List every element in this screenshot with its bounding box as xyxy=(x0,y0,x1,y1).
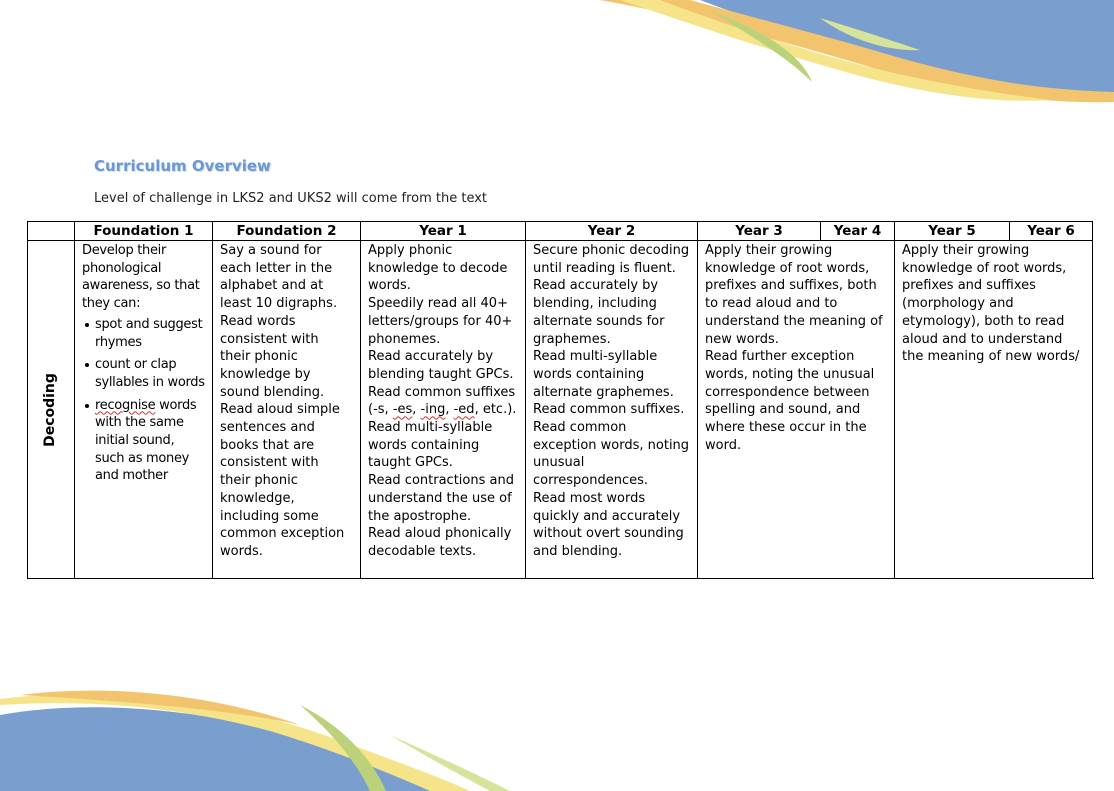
list-item: Read most words quickly and accurately without overt sounding and blending. xyxy=(533,490,684,559)
header-year-1: Year 1 xyxy=(361,222,526,241)
header-empty xyxy=(28,222,75,241)
list-item: Read aloud simple sentences and books that are consistent with their phonic knowledge, including some common exception words. xyxy=(220,402,345,559)
list-item: Read further exception words, noting the unusual correspondence between spelling and sound, and where these occur in the word. xyxy=(705,349,875,453)
header-year-5: Year 5 xyxy=(895,222,1010,241)
header-year-4: Year 4 xyxy=(821,222,895,241)
footer-decoration xyxy=(0,675,560,791)
page-title: Curriculum Overview xyxy=(94,157,271,175)
header-year-3: Year 3 xyxy=(698,222,821,241)
list-item: Read common suffixes (-s, -es, -ing, -ed, etc.). xyxy=(368,384,517,418)
list-item: Read accurately by blending, including alternate sounds for graphemes. xyxy=(533,278,665,347)
list-item: spot and suggest rhymes xyxy=(95,316,205,351)
header-foundation-1: Foundation 1 xyxy=(75,222,213,241)
list-item: Apply phonic knowledge to decode words. xyxy=(368,243,508,294)
list-item: Read aloud phonically decodable texts. xyxy=(368,526,512,559)
curriculum-table xyxy=(27,221,1093,579)
row-label-decoding: Decoding xyxy=(42,372,59,447)
row-label-cell xyxy=(28,241,75,579)
list-item: Say a sound for each letter in the alphabet and at least 10 digraphs. xyxy=(220,243,338,312)
cell-year-3-4 xyxy=(698,241,895,579)
list-item: Read contractions and understand the use of the apostrophe. xyxy=(368,473,514,524)
list-item: Read multi-syllable words containing taught GPCs. xyxy=(368,420,493,471)
cell-year-2 xyxy=(526,241,698,579)
list-item: Speedily read all 40+ letters/groups for 40+ phonemes. xyxy=(368,296,513,347)
list-item: Read common suffixes. xyxy=(533,402,685,418)
list-item: recognise words with the same initial sound, such as money and mother xyxy=(95,397,205,486)
foundation1-intro: Develop their phonological awareness, so that they can: xyxy=(82,243,200,312)
table-row-decoding xyxy=(28,241,1093,579)
foundation1-bullet-list xyxy=(82,316,205,485)
cell-foundation-1 xyxy=(75,241,213,579)
list-item: Apply their growing knowledge of root words, prefixes and suffixes, both to read aloud and to understand the meaning of new words. xyxy=(705,243,883,347)
cell-foundation-2 xyxy=(213,241,361,579)
list-item: Read common exception words, noting unusual correspondences. xyxy=(533,420,690,489)
list-item: count or clap syllables in words xyxy=(95,357,205,390)
page-subtitle: Level of challenge in LKS2 and UKS2 will come from the text xyxy=(94,191,488,206)
cell-year-5-6 xyxy=(895,241,1093,579)
header-decoration xyxy=(560,0,1114,110)
header-year-6: Year 6 xyxy=(1010,222,1093,241)
header-year-2: Year 2 xyxy=(526,222,698,241)
cell-year-1 xyxy=(361,241,526,579)
header-foundation-2: Foundation 2 xyxy=(213,222,361,241)
list-item: Read multi-syllable words containing alternate graphemes. xyxy=(533,349,674,400)
list-item: Secure phonic decoding until reading is fluent. xyxy=(533,243,690,276)
table-header-row xyxy=(28,222,1093,241)
list-item: Read words consistent with their phonic knowledge by sound blending. xyxy=(220,313,325,400)
list-item: Apply their growing knowledge of root words, prefixes and suffixes (morphology and etymology), both to read aloud and to understand the meaning of new words/ xyxy=(902,243,1080,365)
list-item: Read accurately by blending taught GPCs. xyxy=(368,349,514,382)
